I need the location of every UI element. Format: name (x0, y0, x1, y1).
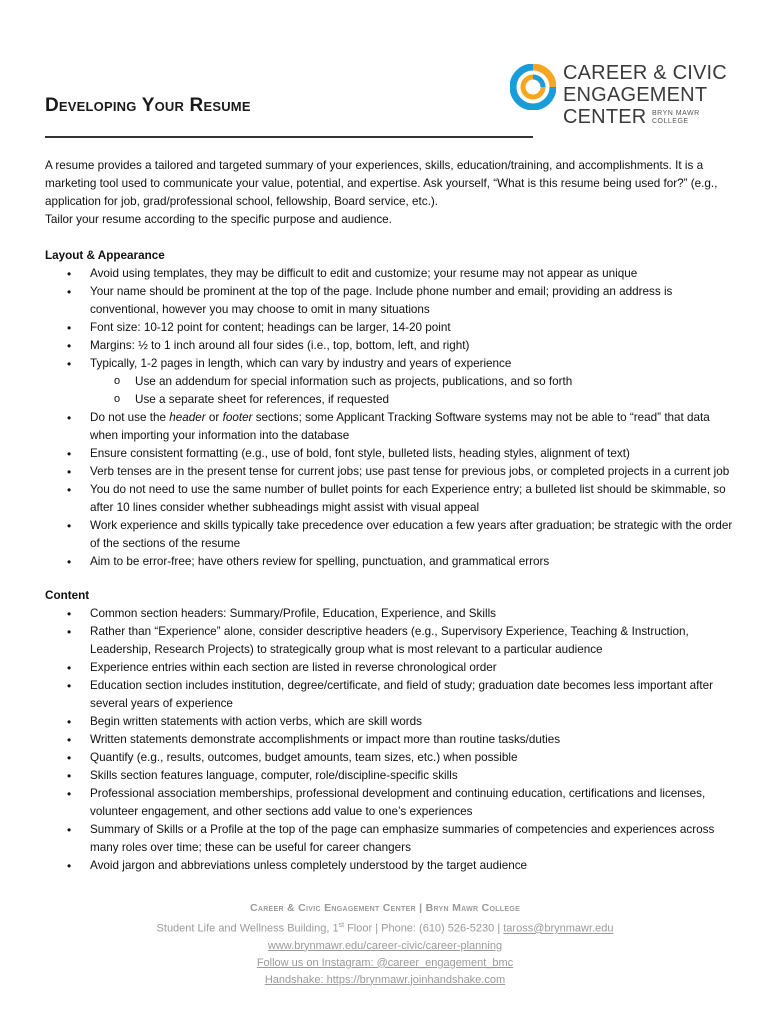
list-item: • Verb tenses are in the present tense for current jobs; use past tense for previous jobs, or completed projects in a current job (45, 463, 735, 481)
footer-org: Career & Civic Engagement Center | Bryn Mawr College (249, 902, 521, 914)
list-item: • Common section headers: Summary/Profile, Education, Experience, and Skills (45, 605, 735, 623)
list-item: • Quantify (e.g., results, outcomes, budget amounts, team sizes, etc.) when possible (45, 749, 735, 767)
list-item: • Professional association memberships, professional development and continuing education, certifications and licenses, volunteer engagement, and other sections add value to one’s experiences (45, 785, 735, 821)
list-item: • Your name should be prominent at the top of the page. Include phone number and email; providing an address is conventional, however you may choose to omit in many situations (45, 283, 735, 319)
list-item (45, 409, 735, 445)
logo-line-1: CAREER & CIVIC (563, 62, 727, 84)
page-footer (0, 900, 770, 989)
list-item: • Work experience and skills typically take precedence over education a few years after graduation; be strategic with the order of the sections of the resume (45, 517, 735, 553)
hf-after: sections; some Applicant Tracking Software systems may not be able to “read” that data when importing your information into the database (90, 411, 710, 442)
footer-address-end: Floor | Phone: (610) 526-5230 | (344, 922, 504, 935)
hf-mid: or (205, 411, 223, 424)
sub-list (90, 373, 735, 409)
list-item: • Avoid jargon and abbreviations unless completely understood by the target audience (45, 857, 735, 875)
list-item: • Ensure consistent formatting (e.g., use of bold, font style, bulleted lists, heading styles, alignment of text) (45, 445, 735, 463)
hf-header-word: header (169, 411, 206, 424)
list-item: • Font size: 10-12 point for content; headings can be larger, 14-20 point (45, 319, 735, 337)
intro-paragraph: Tailor your resume according to the specific purpose and audience. (45, 213, 392, 226)
sub-list-item: o Use a separate sheet for references, if requested (90, 391, 735, 409)
content-list (45, 605, 735, 875)
title-divider (45, 136, 533, 138)
intro (45, 157, 735, 229)
sub-list-item: o Use an addendum for special information such as projects, publications, and so forth (90, 373, 735, 391)
list-item: • Rather than “Experience” alone, consider descriptive headers (e.g., Supervisory Experience, Teaching & Instruction, Leadership, Research Projects) to strategically group what is most relevant to a particular audience (45, 623, 735, 659)
layout-list (45, 265, 735, 571)
hf-before: Do not use the (90, 411, 170, 424)
list-item: • You do not need to use the same number of bullet points for each Experience entry; a bulleted list should be skimmable, so after 10 lines consider whether subheadings might assist with visual appeal (45, 481, 735, 517)
list-item-text: Typically, 1-2 pages in length, which can vary by industry and years of experience (90, 357, 512, 370)
logo-mark-icon (510, 64, 556, 110)
footer-instagram-link[interactable]: Follow us on Instagram: @career_engagement_bmc (256, 956, 514, 969)
list-item: • Aim to be error-free; have others review for spelling, punctuation, and grammatical errors (45, 553, 735, 571)
page-title: Developing Your Resume (45, 95, 251, 116)
footer-address-start: Student Life and Wellness Building, 1 (156, 922, 339, 935)
logo-line-2: ENGAGEMENT (563, 84, 708, 106)
list-item: • Margins: ½ to 1 inch around all four sides (i.e., top, bottom, left, and right) (45, 337, 735, 355)
list-item: • Summary of Skills or a Profile at the top of the page can emphasize summaries of competencies and experiences across many roles over time; these can be useful for career changers (45, 821, 735, 857)
footer-email-link[interactable]: taross@brynmawr.edu (503, 922, 614, 935)
career-center-logo (510, 62, 735, 130)
list-item: • Experience entries within each section are listed in reverse chronological order (45, 659, 735, 677)
logo-college-line-2: COLLEGE (652, 118, 689, 125)
list-item: • Skills section features language, computer, role/discipline-specific skills (45, 767, 735, 785)
footer-address (0, 917, 770, 938)
section-heading-content: Content (45, 589, 90, 602)
intro-paragraph: A resume provides a tailored and targeted summary of your experiences, skills, education/training, and accomplishments. It is a marketing tool used to communicate your value, potential, and expertise. Ask yourself, “What is this resume being used for?” (e.g., application for job, grad/professional school, fellowship, Board service, etc.). (45, 159, 718, 208)
logo-line-3: CENTER (563, 106, 647, 128)
section-heading-layout: Layout & Appearance (45, 249, 165, 262)
footer-handshake-link[interactable]: Handshake: https://brynmawr.joinhandshake.com (264, 973, 506, 986)
list-item: • Begin written statements with action verbs, which are skill words (45, 713, 735, 731)
footer-website-link[interactable]: www.brynmawr.edu/career-civic/career-planning (267, 939, 503, 952)
list-item: • Avoid using templates, they may be difficult to edit and customize; your resume may not appear as unique (45, 265, 735, 283)
logo-college (652, 110, 700, 126)
hf-footer-word: footer (222, 411, 253, 424)
footer-address-sup: st (338, 922, 345, 929)
list-item: • Education section includes institution, degree/certificate, and field of study; graduation date becomes less important after several years of experience (45, 677, 735, 713)
list-item (45, 355, 735, 409)
document-body (45, 157, 735, 875)
list-item: • Written statements demonstrate accomplishments or impact more than routine tasks/duties (45, 731, 735, 749)
logo-college-line-1: BRYN MAWR (652, 110, 700, 117)
